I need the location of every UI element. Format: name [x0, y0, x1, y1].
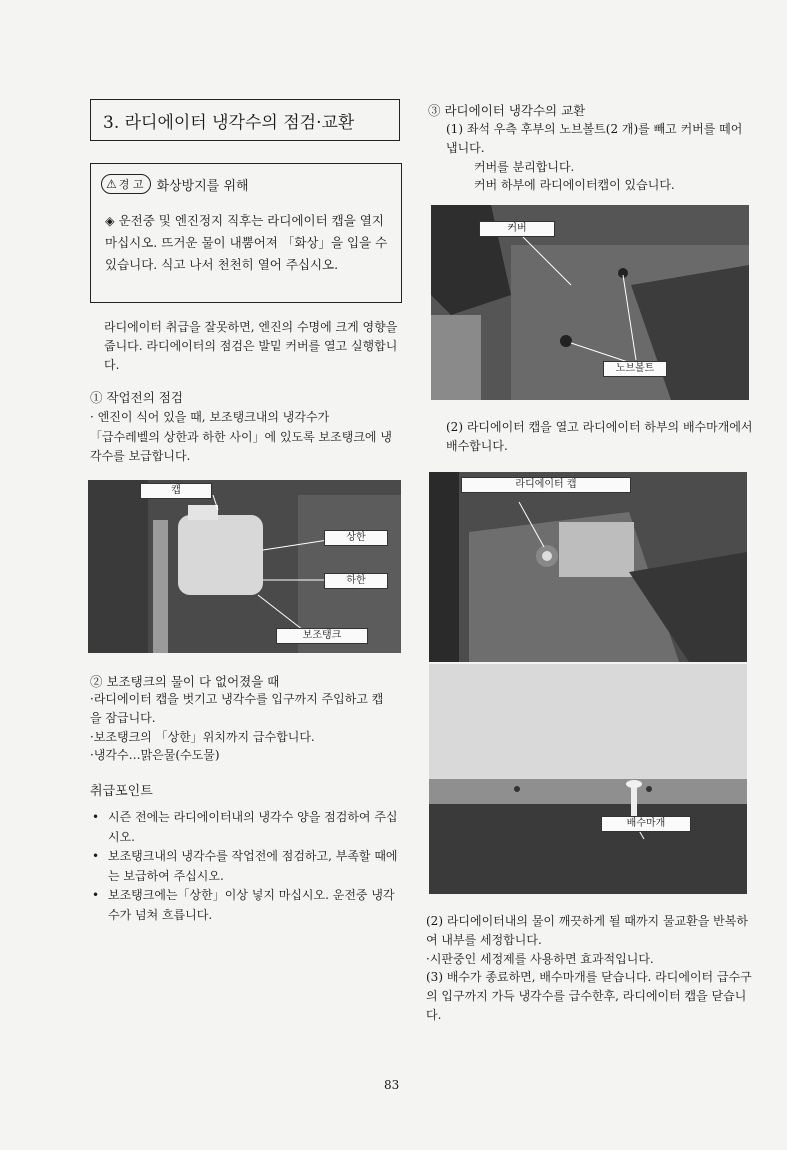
- photo-reserve-tank: [88, 480, 401, 653]
- step3-heading: ③ 라디에이터 냉각수의 교환: [428, 103, 586, 118]
- step1-heading: ① 작업전의 점검: [90, 390, 183, 405]
- warning-header: [101, 174, 249, 194]
- point-item: • 시즌 전에는 라디에이터내의 냉각수 양을 점검하여 주십시오.: [106, 808, 402, 847]
- warning-heading: 화상방지를 위해: [156, 178, 249, 194]
- step3-sub3b: ·시판중인 세정제를 사용하면 효과적입니다.: [426, 952, 654, 966]
- warning-badge: ⚠ 경 고: [101, 174, 151, 194]
- label-drain-plug: 배수마개: [601, 816, 691, 832]
- step2-line3: ·냉각수…맑은물(수도물): [90, 748, 220, 762]
- step3-sub3: (2) 라디에이터내의 물이 깨끗하게 될 때까지 물교환을 반복하여 내부를 세정합니다.: [426, 914, 748, 947]
- photo-cover: [431, 205, 749, 400]
- step2-line1: ·라디에이터 캡을 벗기고 냉각수를 입구까지 주입하고 캡을 잠급니다.: [90, 692, 384, 725]
- step3-sub4: (3) 배수가 종료하면, 배수마개를 닫습니다. 라디에이터 급수구의 입구까지 가득 냉각수를 급수한후, 라디에이터 캡을 닫습니다.: [426, 970, 752, 1022]
- step3-sub1b: 커버를 분리합니다.: [474, 160, 575, 174]
- step1-line2: 「급수레벨의 상한과 하한 사이」에 있도록 보조탱크에 냉각수를 보급합니다.: [90, 430, 392, 463]
- points-heading: 취급포인트: [90, 784, 153, 799]
- label-knob-bolt: 노브볼트: [603, 361, 667, 377]
- label-cover: 커버: [479, 221, 555, 237]
- label-radiator-cap: 라디에이터 캡: [461, 477, 631, 493]
- warning-triangle-icon: ⚠: [106, 177, 117, 191]
- intro-text: 라디에이터 취급을 잘못하면, 엔진의 수명에 크게 영향을 줍니다. 라디에이터의 점검은 발밑 커버를 열고 실행합니다.: [104, 320, 398, 372]
- label-lower: 하한: [324, 573, 388, 589]
- label-reserve-tank: 보조탱크: [276, 628, 368, 644]
- page-number: 83: [384, 1078, 400, 1092]
- point-item: • 보조탱크에는「상한」이상 넣지 마십시오. 운전중 냉각수가 넘쳐 흐릅니다.: [106, 886, 402, 925]
- step1-line1: · 엔진이 식어 있을 때, 보조탱크내의 냉각수가: [90, 410, 330, 424]
- step3-sub2: (2) 라디에이터 캡을 열고 라디에이터 하부의 배수마개에서 배수합니다.: [446, 420, 753, 453]
- step2-heading: ② 보조탱크의 물이 다 없어졌을 때: [90, 674, 280, 689]
- photo-drain-plug: [429, 664, 747, 894]
- warning-text: ◈ 운전중 및 엔진정지 직후는 라디에이터 캡을 열지 마십시오. 뜨거운 물이 내뿜어져 「화상」을 입을 수 있습니다. 식고 나서 천천히 열어 주십시오.: [105, 213, 388, 272]
- warning-box: [90, 163, 402, 303]
- step2-line2: ·보조탱크의 「상한」위치까지 급수합니다.: [90, 730, 315, 744]
- photo-drain-plug-image: [429, 664, 747, 894]
- step3-sub1: (1) 좌석 우측 후부의 노브볼트(2 개)를 빼고 커버를 떼어 냅니다.: [446, 122, 743, 155]
- label-cap: 캡: [140, 483, 212, 499]
- point-item: • 보조탱크내의 냉각수를 작업전에 점검하고, 부족할 때에는 보급하여 주십시오.: [106, 847, 402, 886]
- photo-radiator-cap-image: [429, 472, 747, 662]
- points-list: [90, 808, 402, 925]
- photo-radiator-cap: [429, 472, 747, 662]
- label-upper: 상한: [324, 530, 388, 546]
- section-title: 3. 라디에이터 냉각수의 점검·교환: [90, 99, 400, 141]
- step3-sub1c: 커버 하부에 라디에이터캡이 있습니다.: [474, 178, 675, 192]
